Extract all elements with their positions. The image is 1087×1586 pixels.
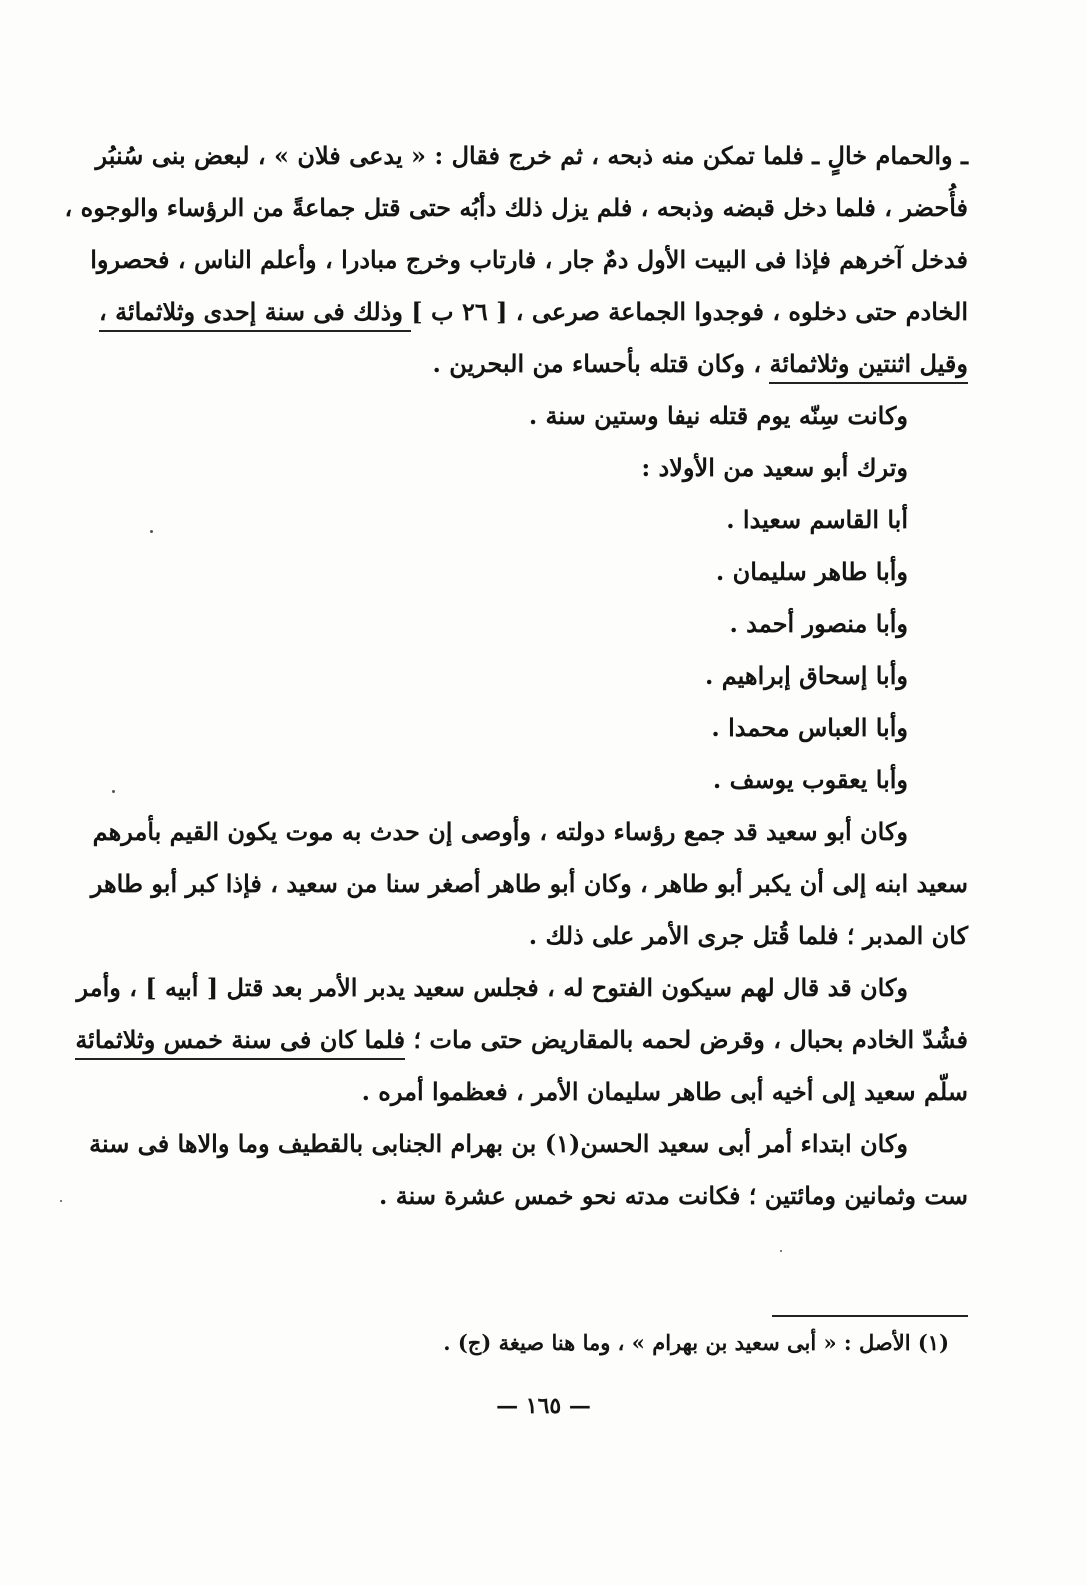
- underlined-date-1: وذلك فى سنة إحدى وثلاثمائة ،: [99, 297, 411, 332]
- child-item: وأبا طاهر سليمان .: [715, 557, 908, 586]
- child-item: وأبا العباس محمدا .: [711, 713, 908, 742]
- speck: [780, 1250, 782, 1252]
- para2-line-2: سعيد ابنه إلى أن يكبر أبو طاهر ، وكان أبو طاهر أصغر سنا من سعيد ، فإذا كبر أبو طاهر: [90, 869, 968, 898]
- child-item: وأبا يعقوب يوسف .: [712, 765, 908, 794]
- para3-line-1: وكان قد قال لهم سيكون الفتوح له ، فجلس سعيد يدبر الأمر بعد قتل [ أبيه ] ، وأمر: [76, 973, 908, 1002]
- text-line-1: ـ والحمام خالٍ ـ فلما تمكن منه ذبحه ، ثم خرج فقال : « يدعى فلان » ، لبعض بنى سُنبُر: [95, 141, 968, 170]
- text-line-2: فأُحضر ، فلما دخل قبضه وذبحه ، فلم يزل ذلك دأبُه حتى قتل جماعةً من الرؤساء والوجوه ،: [64, 193, 968, 222]
- para2-line-3: كان المدبر ؛ فلما قُتل جرى الأمر على ذلك .: [528, 921, 968, 950]
- para3-line-2: [75, 1014, 968, 1066]
- para3-line-2-plain: فشُدّ الخادم بحبال ، وقرض لحمه بالمقاريض حتى مات ؛: [405, 1025, 968, 1054]
- speck: [60, 1200, 62, 1202]
- text-line-3: فدخل آخرهم فإذا فى البيت الأول دمٌ جار ، فارتاب وخرج مبادرا ، وأعلم الناس ، فحصروا: [90, 245, 968, 274]
- para4-line-2: ست وثمانين ومائتين ؛ فكانت مدته نحو خمس عشرة سنة .: [379, 1181, 968, 1210]
- speck: [112, 790, 115, 793]
- child-item: وأبا إسحاق إبراهيم .: [704, 661, 908, 690]
- text-line-4-plain: الخادم حتى دخلوه ، فوجدوا الجماعة صرعى ، [ ٢٦ ب ]: [411, 297, 968, 326]
- speck: [150, 530, 153, 533]
- para2-line-1: وكان أبو سعيد قد جمع رؤساء دولته ، وأوصى إن حدث به موت يكون القيم بأمرهم: [92, 817, 908, 846]
- footnote: (١) الأصل : « أبى سعيد بن بهرام » ، وما هنا صيغة (ج) .: [443, 1330, 949, 1355]
- child-item: أبا القاسم سعيدا .: [726, 505, 908, 534]
- text-line-4: [99, 286, 968, 338]
- underlined-date-2: وقيل اثنتين وثلاثمائة: [769, 349, 968, 384]
- para4-line-1: وكان ابتداء أمر أبى سعيد الحسن(١) بن بهرام الجنابى بالقطيف وما والاها فى سنة: [89, 1129, 908, 1158]
- page-number: — ١٦٥ —: [496, 1393, 591, 1419]
- footnote-divider: [772, 1315, 968, 1317]
- child-item: وأبا منصور أحمد .: [729, 609, 908, 638]
- age-line: وكانت سِنّه يوم قتله نيفا وستين سنة .: [528, 401, 908, 430]
- text-line-5: [108, 338, 968, 390]
- para3-line-3: سلّم سعيد إلى أخيه أبى طاهر سليمان الأمر ، فعظموا أمره .: [361, 1077, 968, 1106]
- text-line-5-plain: ، وكان قتله بأحساء من البحرين .: [432, 349, 770, 378]
- main-text: [64, 130, 968, 1222]
- children-intro: وترك أبو سعيد من الأولاد :: [641, 453, 908, 482]
- underlined-date-3: فلما كان فى سنة خمس وثلاثمائة: [75, 1025, 405, 1060]
